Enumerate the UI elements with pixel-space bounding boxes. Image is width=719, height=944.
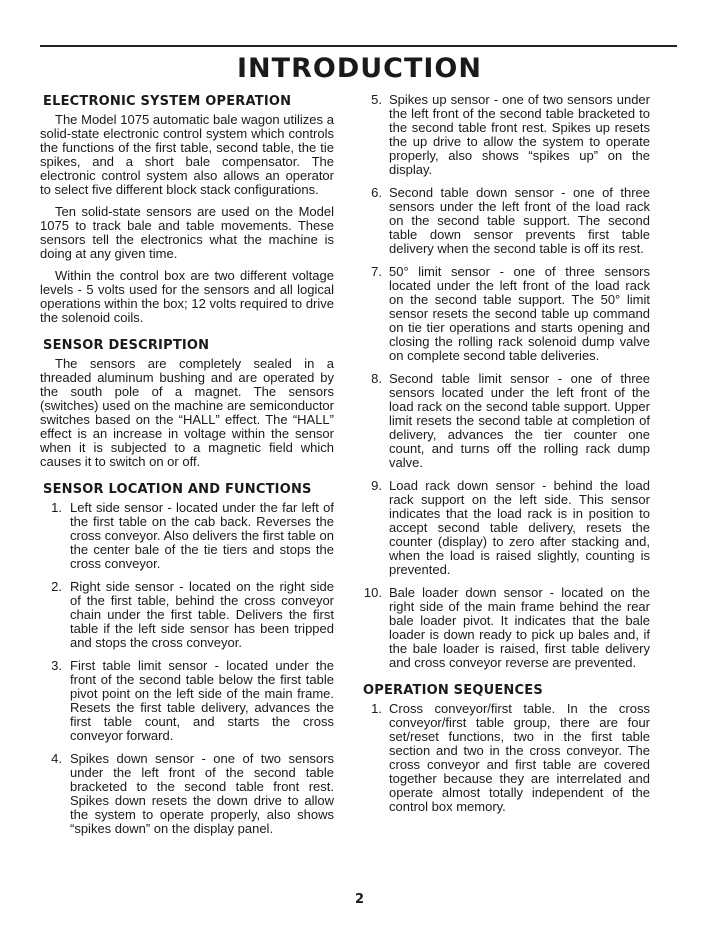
list-item-text: Second table limit sensor - one of three sensors located under the left front of the load rack on the second table support. Upper limit resets the second table at completion of delivery, advances the tier counter one count, and turns off the rolling rack dump valve. [389, 371, 650, 470]
list-item-text: Spikes down sensor - one of two sensors under the left front of the second table bracketed to the second table front rest. Spikes down resets the down drive to allow the system to operate properly, also shows “spikes down” on the display panel. [70, 751, 334, 836]
sensor-list [40, 501, 334, 836]
list-item-text: Load rack down sensor - behind the load rack support on the left side. This sensor indicates that the load rack is in position to accept second table delivery, resets the counter (display) to zero after stacking and, when the load is raised slightly, counting is prevented. [389, 478, 650, 577]
list-item-number: 3. [51, 658, 62, 673]
sensor-list-continued [360, 93, 650, 670]
list-item-number: 1. [51, 500, 62, 515]
list-item [40, 580, 334, 650]
operation-list [360, 702, 650, 814]
right-column [360, 93, 650, 823]
heading-operation-sequences: OPERATION SEQUENCES [363, 683, 543, 698]
list-item [360, 186, 650, 256]
list-item [40, 659, 334, 743]
list-item-number: 5. [371, 92, 382, 107]
heading-sensor-location-and-functions: SENSOR LOCATION AND FUNCTIONS [43, 482, 312, 497]
list-item-number: 4. [51, 751, 62, 766]
list-item [360, 93, 650, 177]
page-number: 2 [354, 892, 365, 907]
list-item-text: Left side sensor - located under the far left of the first table on the cab back. Reverses the cross conveyor. Also delivers the first table on the center bale of the tie tiers and stops the cross conveyor. [70, 500, 334, 571]
list-item-text: Right side sensor - located on the right side of the first table, behind the cross conveyor chain under the first table. Delivers the first table if the left side sensor has been tripped and stops the cross conveyor. [70, 579, 334, 650]
list-item-text: Cross conveyor/first table. In the cross conveyor/first table group, there are four set/reset functions, two in the first table section and two in the cross conveyor. The cross conveyor and first table are covered together because they are interrelated and operate almost totally independent of the control box memory. [389, 701, 650, 814]
list-item [360, 586, 650, 670]
list-item-text: Bale loader down sensor - located on the right side of the main frame behind the rear bale loader pivot. It indicates that the bale loader is down ready to pick up bales and, if the bale loader is raised, first table delivery and cross conveyor reverse are prevented. [389, 585, 650, 670]
list-item-number: 10. [363, 585, 382, 600]
list-item [360, 265, 650, 363]
list-item [360, 372, 650, 470]
paragraph: Ten solid-state sensors are used on the Model 1075 to track bale and table movements. These sensors tell the electronics what the machine is doing at any given time. [40, 204, 334, 261]
list-item-number: 6. [371, 185, 382, 200]
list-item-number: 8. [371, 371, 382, 386]
list-item-text: First table limit sensor - located under the front of the second table below the first table pivot point on the left side of the main frame. Resets the first table delivery, advances the first table count, and starts the cross conveyor forward. [70, 658, 334, 743]
paragraph: Within the control box are two different voltage levels - 5 volts used for the sensors and all logical operations within the box; 12 volts required to drive the solenoid coils. [40, 268, 334, 325]
heading-sensor-description: SENSOR DESCRIPTION [43, 338, 210, 353]
list-item-text: Second table down sensor - one of three sensors under the left front of the load rack on the second table support. The second table down sensor prevents first table delivery when the second table is off its rest. [389, 185, 650, 256]
top-rule [40, 45, 677, 47]
heading-electronic-system-operation: ELECTRONIC SYSTEM OPERATION [43, 94, 292, 109]
list-item [360, 479, 650, 577]
list-item-text: Spikes up sensor - one of two sensors under the left front of the second table bracketed to the second table front rest. Spikes up resets the up drive to allow the system to operate properly, also shows “spikes up” on the display. [389, 92, 650, 177]
list-item-number: 7. [371, 264, 382, 279]
paragraph: The sensors are completely sealed in a threaded aluminum bushing and are operated by the south pole of a magnet. The sensors (switches) used on the machine are semiconductor switches based on the “HALL” effect. The “HALL” effect is an increase in voltage within the sensor when it is subjected to a magnetic field which causes it to switch on or off. [40, 356, 334, 469]
list-item-number: 9. [371, 478, 382, 493]
list-item-number: 2. [51, 579, 62, 594]
list-item-text: 50° limit sensor - one of three sensors located under the left front of the load rack on the second table support. The 50° limit sensor resets the second table up command on tie tier operations and starts opening and closing the rolling rack solenoid dump valve on complete second table deliveries. [389, 264, 650, 363]
list-item [360, 702, 650, 814]
list-item [40, 752, 334, 836]
list-item [40, 501, 334, 571]
left-column [40, 93, 334, 845]
paragraph: The Model 1075 automatic bale wagon utilizes a solid-state electronic control system which controls the functions of the first table, second table, the tie spikes, and a short bale compensator. The electronic control system also allows an operator to select five different block stack configurations. [40, 112, 334, 197]
page-title: INTRODUCTION [237, 53, 482, 84]
list-item-number: 1. [371, 701, 382, 716]
